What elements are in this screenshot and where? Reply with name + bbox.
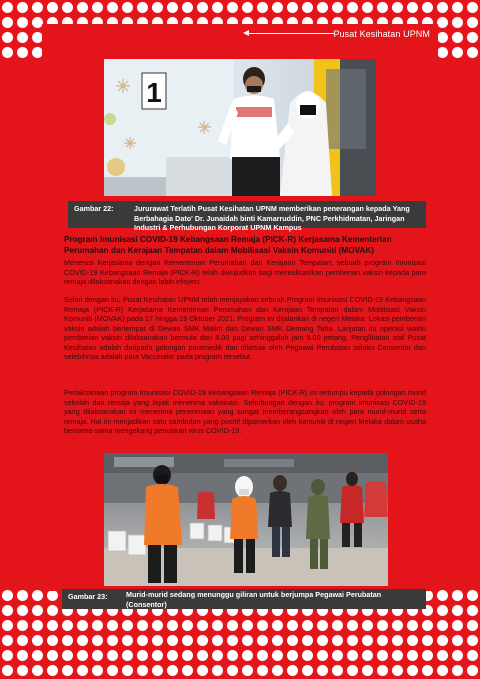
arrow-left-icon: [248, 33, 334, 34]
photo-nurse-briefing: [104, 59, 376, 196]
figure-22-text: Jururawat Terlatih Pusat Kesihatan UPNM memberikan penerangan kepada Yang Berbahagia Dato' Dr. Junaidah binti Kamarruddin, PNC Perkhidmatan, Jaringan Industri & Perhubungan Korporat UPNM Kampus: [134, 204, 410, 232]
figure-23-label: Gambar 23:: [68, 592, 108, 601]
figure-23-text: Murid-murid sedang menunggu giliran untuk berjumpa Pegawai Perubatan (Consentor): [126, 590, 382, 609]
figure-22-label: Gambar 22:: [74, 204, 114, 213]
article-paragraph-2: Selari dengan itu, Pusat Kesihatan UPNM telah menjayakan sebuah Program Imunisasi COVID-19 Kebangsaan Remaja (PICK-R) Kerjasama Kementerian Perumahan dan Kerajaan Tempatan dalam Mobilisasi Vaksin Komuniti (MOVAK) pada 17 hingga 19 Oktober 2021. Program ini dijalankan di negeri Melaka. Lokasi pemberian vaksin adalah bertempat di Dewan SMK Malim dan Dewan SMK Demang Taha. Lanjutan itu operasi waktu pemberian vaksin dilaksanakan bermula dari 8.00 pagi sehinggalah jam 5.00 petang. Penglibatan staf Pusat Kesihatan adalah daripada golongan paramedik dan diketuai oleh Pegawai Perubatan selaku Consentor dan selebihnya adalah para Vaccinator pada program tersebut.: [64, 295, 426, 362]
number-sign: 1: [146, 77, 162, 108]
article-title: Program Imunisasi COVID-19 Kebangsaan Remaja (PICK-R) Kerjasama Kementerian Perumahan dan Kerajaan Tempatan dalam Mobilisasi Vaksin Komuniti (MOVAK): [64, 235, 392, 255]
article-paragraph-3: Perlaksanaan program Imunisasi COVID-19 Kebangsaan Remaja (PICK-R) ini tertumpu kepada golongan murid sekolah dan remaja yang layak menerima vaksinasi. Sehubungan dengan itu, program imunisasi COVID-19 yang dilaksanakan ini menerima penerimaan yang sangat memberangsangkan oleh para murid-murid serta remaja. Hal ini menjadikan satu sambutan yang positif dipamerkan oleh komuniti di negeri Melaka dalam usaha bersama-sama mengekang penularan virus COVID-19.: [64, 388, 426, 436]
photo-students-waiting: [104, 453, 388, 586]
article-paragraph-1: Menerusi Kerjasama dengan Kementerian Perumahan dan Kerajaan Tempatan, sebuah program Imunisasi COVID-19 Kebangsaan Remaja (PICK-R) telah diwujudkan bagi merealisasikan pemberian vaksin kepada para remaja dilaksanakan dengan lebih efisyen.: [64, 258, 426, 287]
figure-23-caption: [62, 589, 426, 609]
header-label: Pusat Kesihatan UPNM: [333, 29, 430, 39]
figure-22-caption: [68, 201, 426, 232]
